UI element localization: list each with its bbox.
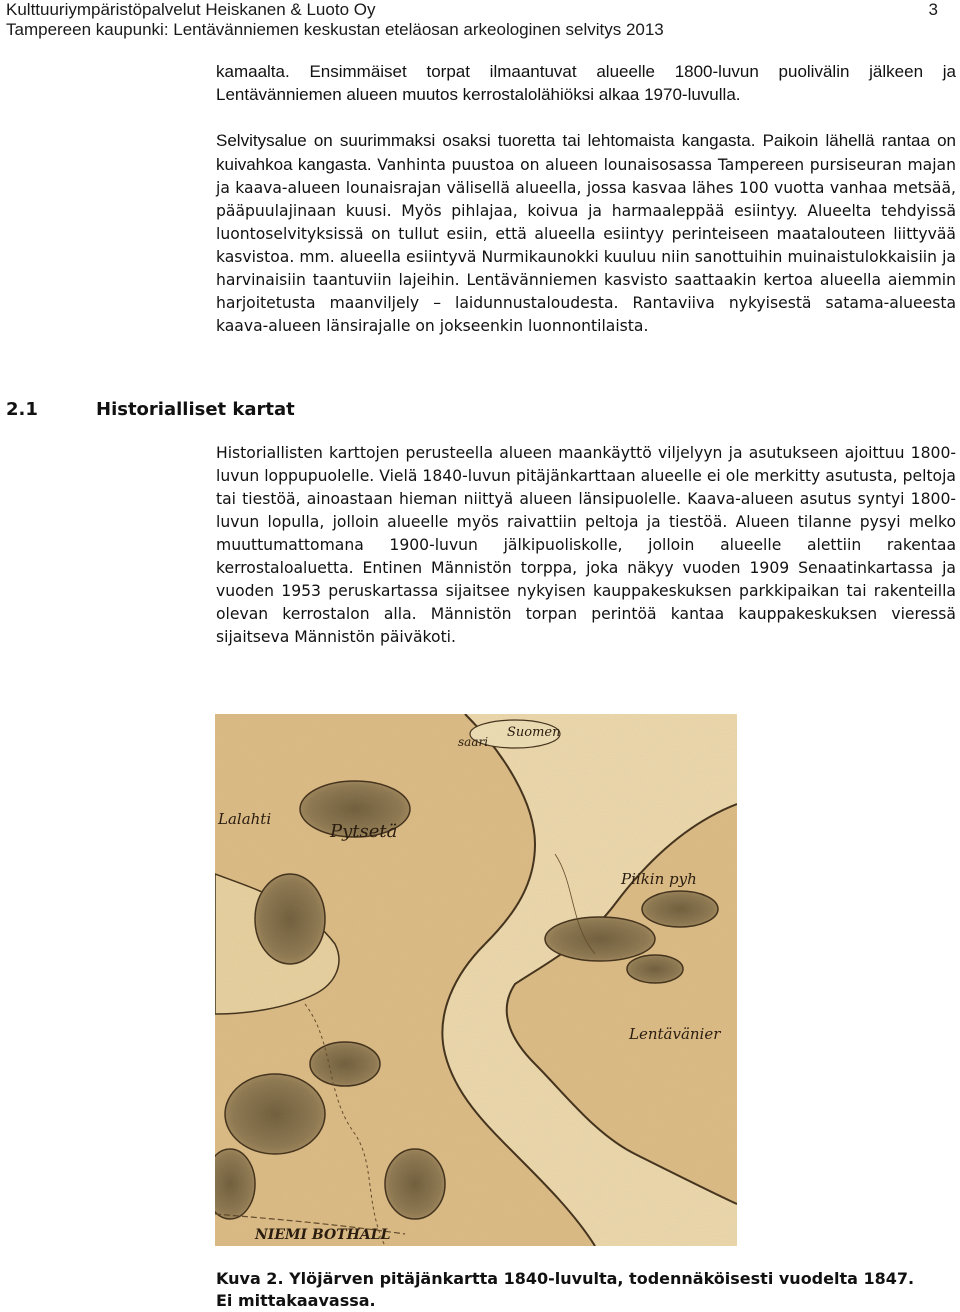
map-label-suomen: Suomen: [507, 725, 561, 740]
figure-caption-line2: Ei mittakaavassa.: [216, 1291, 376, 1310]
paragraph-vegetation-start: Selvitysalue on suurimmaksi osaksi tuoretta tai lehtomaista kangasta. Paikoin lähellä rantaa on kuivahkoa kangasta.: [216, 131, 956, 174]
paragraph-historical-maps: Historiallisten karttojen perusteella alueen maankäyttö viljelyyn ja asutukseen ajoittuu 1800-luvun loppupuolelle. Vielä 1840-luvun pitäjänkarttaan alueelle ei ole merkitty asutusta, peltoja tai tiestöä, ainoastaan hieman niittyä alueen länsipuolelle. Kaava-alueen asutus syntyi 1800-luvun lopulla, jolloin alueelle myös raivattiin peltoja ja tiestöä. Alueen tilanne pysyi melko muuttumattomana 1900-luvun jälkipuoliskolle, jolloin alueelle alettiin rakentaa kerrostaloaluetta. Entinen Männistön torppa, joka näkyy vuoden 1909 Senaatinkartassa ja vuoden 1953 peruskartassa sijaitsee nykyisen kauppakeskuksen parkkipaikan tai rakenteilla olevan kerrostalon alla. Männistön torpan perintöä kantaa kauppakeskuksen vieressä sijaitseva Männistön päiväkoti.: [216, 444, 956, 646]
historical-map-image: [215, 714, 737, 1246]
section-title: Historialliset kartat: [96, 399, 295, 420]
map-label-lentav: Lentävänier: [629, 1025, 721, 1043]
paragraph-vegetation: [216, 129, 956, 338]
paragraph-vegetation-rest: Vanhinta puustoa on alueen lounaisosassa Tampereen pursiseuran majan ja kaava-alueen lounaisrajan välisellä alueella, jossa kasvaa lähes 100 vuotta vanhaa metsää, pääpuulajinaan kuusi. Myös pihlajaa, koivua ja harmaaleppää esiintyy. Alueelta tehdyissä luontoselvityksissä on tullut esiin, että alueella esiintyy perinteiseen maatalouteen liittyvää kasvistoa. mm. alueella esiintyvä Nurmikaunokki kuuluu niin sanottuihin muinaistulokkaisiin ja harvinaisiin taantuviin lajeihin. Lentävänniemen kasvisto saattaakin kertoa alueella aiemmin harjoitetusta maanviljely – laidunnustaloudesta. Rantaviiva nykyisestä satama-alueesta kaava-alueen länsirajalle on jokseenkin luonnontilaista.: [216, 156, 956, 335]
section-number: 2.1: [6, 399, 38, 420]
company-name: Kulttuuriympäristöpalvelut Heiskanen & Luoto Oy: [6, 0, 376, 19]
map-label-niemi: NIEMI BOTHALL: [255, 1227, 391, 1243]
page-number: 3: [928, 0, 938, 19]
figure-caption-line1: Kuva 2. Ylöjärven pitäjänkartta 1840-luvulta, todennäköisesti vuodelta 1847.: [216, 1269, 915, 1288]
report-title: Tampereen kaupunki: Lentävänniemen keskustan eteläosan arkeologinen selvitys 2013: [6, 20, 664, 39]
map-label-lalahti: Lalahti: [218, 810, 272, 828]
map-label-pytseta: Pytsetä: [330, 821, 398, 842]
paragraph-history-intro: kamaalta. Ensimmäiset torpat ilmaantuvat alueelle 1800-luvun puolivälin jälkeen ja Lentävänniemen alueen muutos kerrostalolähiöksi alkaa 1970-luvulla.: [216, 62, 956, 104]
figure-caption: [216, 1268, 956, 1312]
map-label-saari: saari: [458, 735, 489, 749]
map-label-piikin: Piikin pyh: [621, 870, 697, 888]
